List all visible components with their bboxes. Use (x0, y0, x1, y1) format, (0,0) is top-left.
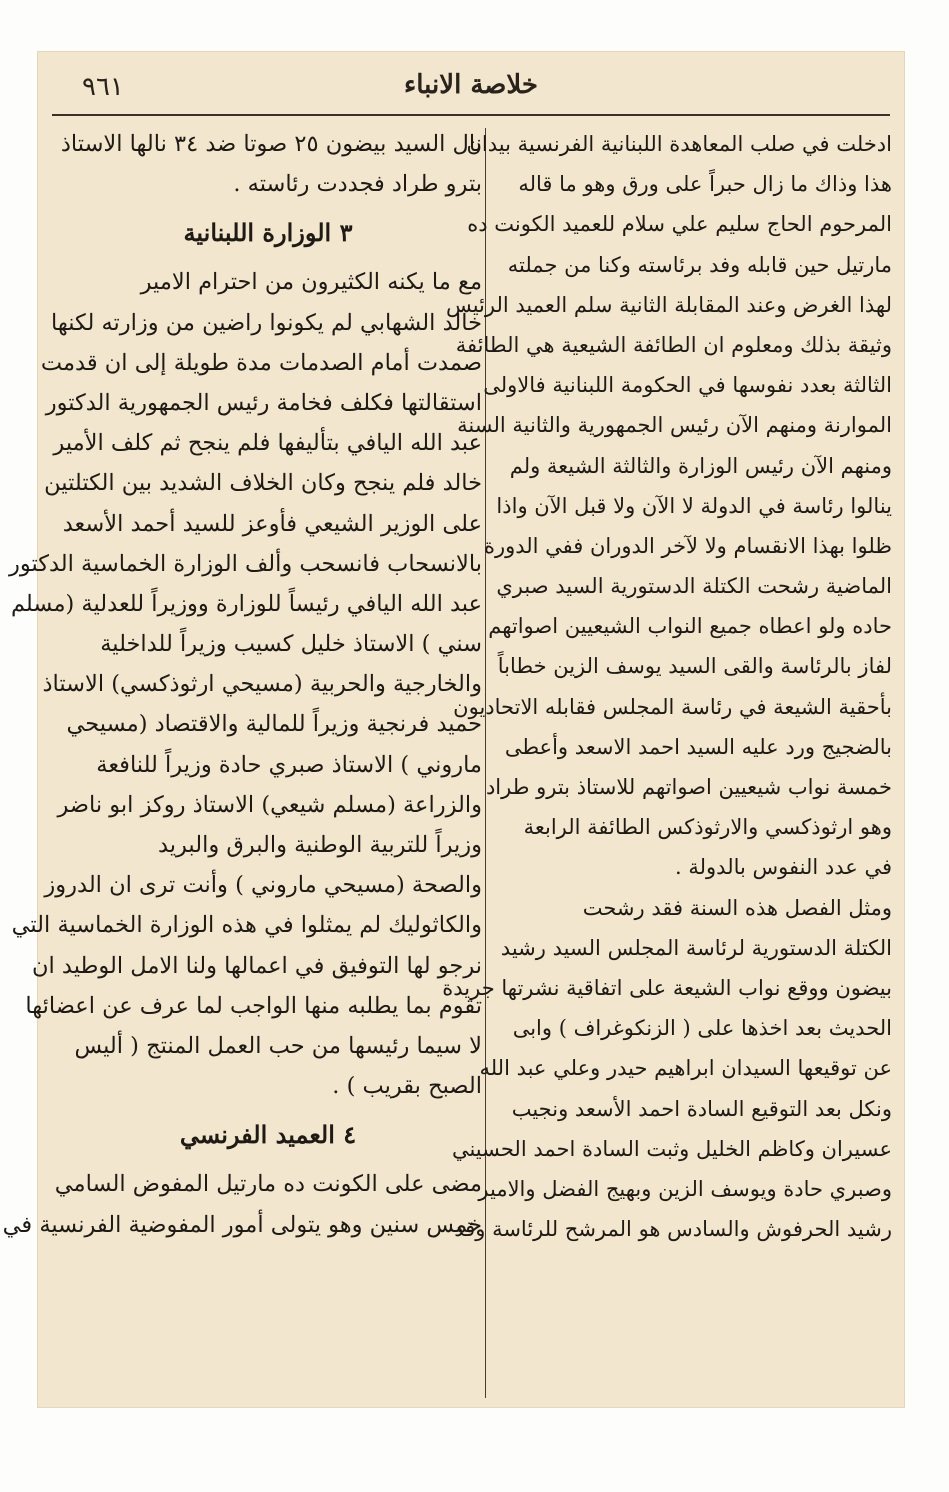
section-3-body (8, 262, 482, 1106)
text-line: مارتيل حين قابله وفد برئاسته وكنا من جملته (507, 252, 892, 277)
document-page (2, 52, 904, 1407)
page-header (38, 62, 904, 110)
text-line: ونكل بعد التوقيع السادة احمد الأسعد ونجيب (511, 1096, 892, 1121)
text-line: حاده ولو اعطاه جميع النواب الشيعيين اصواتهم (488, 614, 892, 639)
text-line: ومنهم الآن رئيس الوزارة والثالثة الشيعة ولم (509, 453, 892, 478)
text-line: عبد الله اليافي رئيساً للوزارة ووزيراً للعدلية (مسلم (10, 590, 482, 617)
text-line: رشيد الحرفوش والسادس هو المرشح للرئاسة وقد (454, 1217, 892, 1242)
text-line: نرجو لها التوفيق في اعمالها ولنا الامل الوطيد ان (31, 952, 482, 979)
text-line: خالد فلم ينجح وكان الخلاف الشديد بين الكتلتين (44, 470, 482, 497)
text-line: في عدد النفوس بالدولة . (675, 855, 892, 880)
text-line: الصبح بقريب ) . (332, 1073, 482, 1100)
section-heading-3: ٣ الوزارة اللبنانية (183, 218, 353, 248)
text-line: ماروني ) الاستاذ صبري حادة وزيراً للنافعة (96, 751, 482, 778)
text-line: الحديث بعد اخذها على ( الزنكوغراف ) وابى (512, 1016, 892, 1041)
text-line: عن توقيعها السيدان ابراهيم حيدر وعلي عبد الله (479, 1056, 892, 1081)
section-heading-4: ٤ العميد الفرنسي (179, 1120, 357, 1150)
text-line: ينالوا رئاسة في الدولة لا الآن ولا قبل الآن واذا (496, 493, 892, 518)
text-line: تقوم بما يطلبه منها الواجب لما عرف عن اعضائها (25, 992, 482, 1019)
text-line: حميد فرنجية وزيراً للمالية والاقتصاد (مسيحي (66, 711, 482, 738)
text-line: والصحة (مسيحي ماروني ) وأنت ترى ان الدروز (44, 872, 482, 899)
text-line: ادخلت في صلب المعاهدة اللبنانية الفرنسية بيدان (466, 132, 892, 156)
text-line: والزراعة (مسلم شيعي) الاستاذ روكز ابو ناضر (57, 791, 482, 818)
text-line: وزيراً للتربية الوطنية والبرق والبريد (157, 832, 482, 858)
text-line: وصبري حادة ويوسف الزين وبهيج الفضل والامير (478, 1176, 892, 1201)
text-line: على الوزير الشيعي فأوعز للسيد أحمد الأسعد (62, 510, 482, 537)
page-number: ٩٦١ (82, 72, 124, 102)
text-line: وثيقة بذلك ومعلوم ان الطائفة الشيعية هي الطائفة (455, 332, 892, 357)
text-line: المرحوم الحاج سليم علي سلام للعميد الكونت ده (467, 212, 892, 237)
text-line: خمسة نواب شيعيين اصواتهم للاستاذ بترو طراد (485, 775, 892, 799)
running-title: خلاصة الانباء (404, 70, 538, 100)
text-line: بالضجيج ورد عليه السيد احمد الاسعد وأعطى (504, 734, 892, 759)
text-line: وهو ارثوذكسي والارثوذكس الطائفة الرابعة (523, 815, 892, 840)
text-line: مضى على الكونت ده مارتيل المفوض السامي (54, 1171, 482, 1198)
text-line: سني ) الاستاذ خليل كسيب وزيراً للداخلية (100, 631, 482, 658)
text-line: عسيران وكاظم الخليل وثبت السادة احمد الحسيني (451, 1136, 892, 1161)
text-line: والكاثوليك لم يمثلوا في هذه الوزارة الخماسية التي (11, 912, 482, 939)
text-line: بأحقية الشيعة في رئاسة المجلس فقابله الاتحاديون (453, 694, 892, 719)
text-line: الكتلة الدستورية لرئاسة المجلس السيد رشيد (500, 935, 892, 960)
text-line: عبد الله اليافي بتأليفها فلم ينجح ثم كلف الأمير (53, 430, 482, 457)
text-line: مع ما يكنه الكثيرون من احترام الامير (140, 269, 482, 296)
text-line: لهذا الغرض وعند المقابلة الثانية سلم العميد الرئيس (445, 292, 892, 317)
text-line: ومثل الفصل هذه السنة فقد رشحت (582, 895, 892, 920)
text-line: بالانسحاب فانسحب وألف الوزارة الخماسية الدكتور (8, 550, 482, 577)
text-line: خالد الشهابي لم يكونوا راضين من وزارته لكنها (51, 309, 482, 336)
text-line: بيضون ووقع نواب الشيعة على اتفاقية نشرتها جريدة (442, 975, 892, 1000)
text-line: استقالتها فكلف فخامة رئيس الجمهورية الدكتور (45, 389, 482, 416)
section-4-body (2, 1164, 482, 1244)
right-column (442, 124, 892, 1249)
text-line: الموارنة ومنهم الآن رئيس الجمهورية والثانية السنة (457, 413, 892, 438)
text-line: والخارجية والحربية (مسيحي ارثوذكسي) الاستاذ (42, 671, 482, 698)
text-line: الماضية رشحت الكتلة الدستورية السيد صبري (496, 574, 892, 599)
text-line: هذا وذاك ما زال حبراً على ورق وهو ما قاله (518, 172, 892, 197)
left-column (2, 124, 482, 1245)
text-line: لا سيما رئيسها من حب العمل المنتج ( أليس (74, 1032, 482, 1059)
text-line: صمدت أمام الصدمات مدة طويلة إلى ان قدمت (40, 349, 482, 376)
left-intro (54, 124, 482, 204)
text-line: الثالثة بعدد نفوسها في الحكومة اللبنانية فالاولى (483, 373, 892, 398)
text-line: ظلوا بهذا الانقسام ولا لآخر الدوران ففي الدورة (483, 533, 892, 558)
text-line: نال السيد بيضون ٢٥ صوتا ضد ٣٤ نالها الاستاذ (60, 131, 482, 157)
text-line: لفاز بالرئاسة والقى السيد يوسف الزين خطاباً (497, 654, 892, 679)
header-rule (52, 114, 890, 116)
text-line: بترو طراد فجددت رئاسته . (233, 171, 482, 198)
text-line: خمس سنين وهو يتولى أمور المفوضية الفرنسية في (2, 1211, 482, 1238)
